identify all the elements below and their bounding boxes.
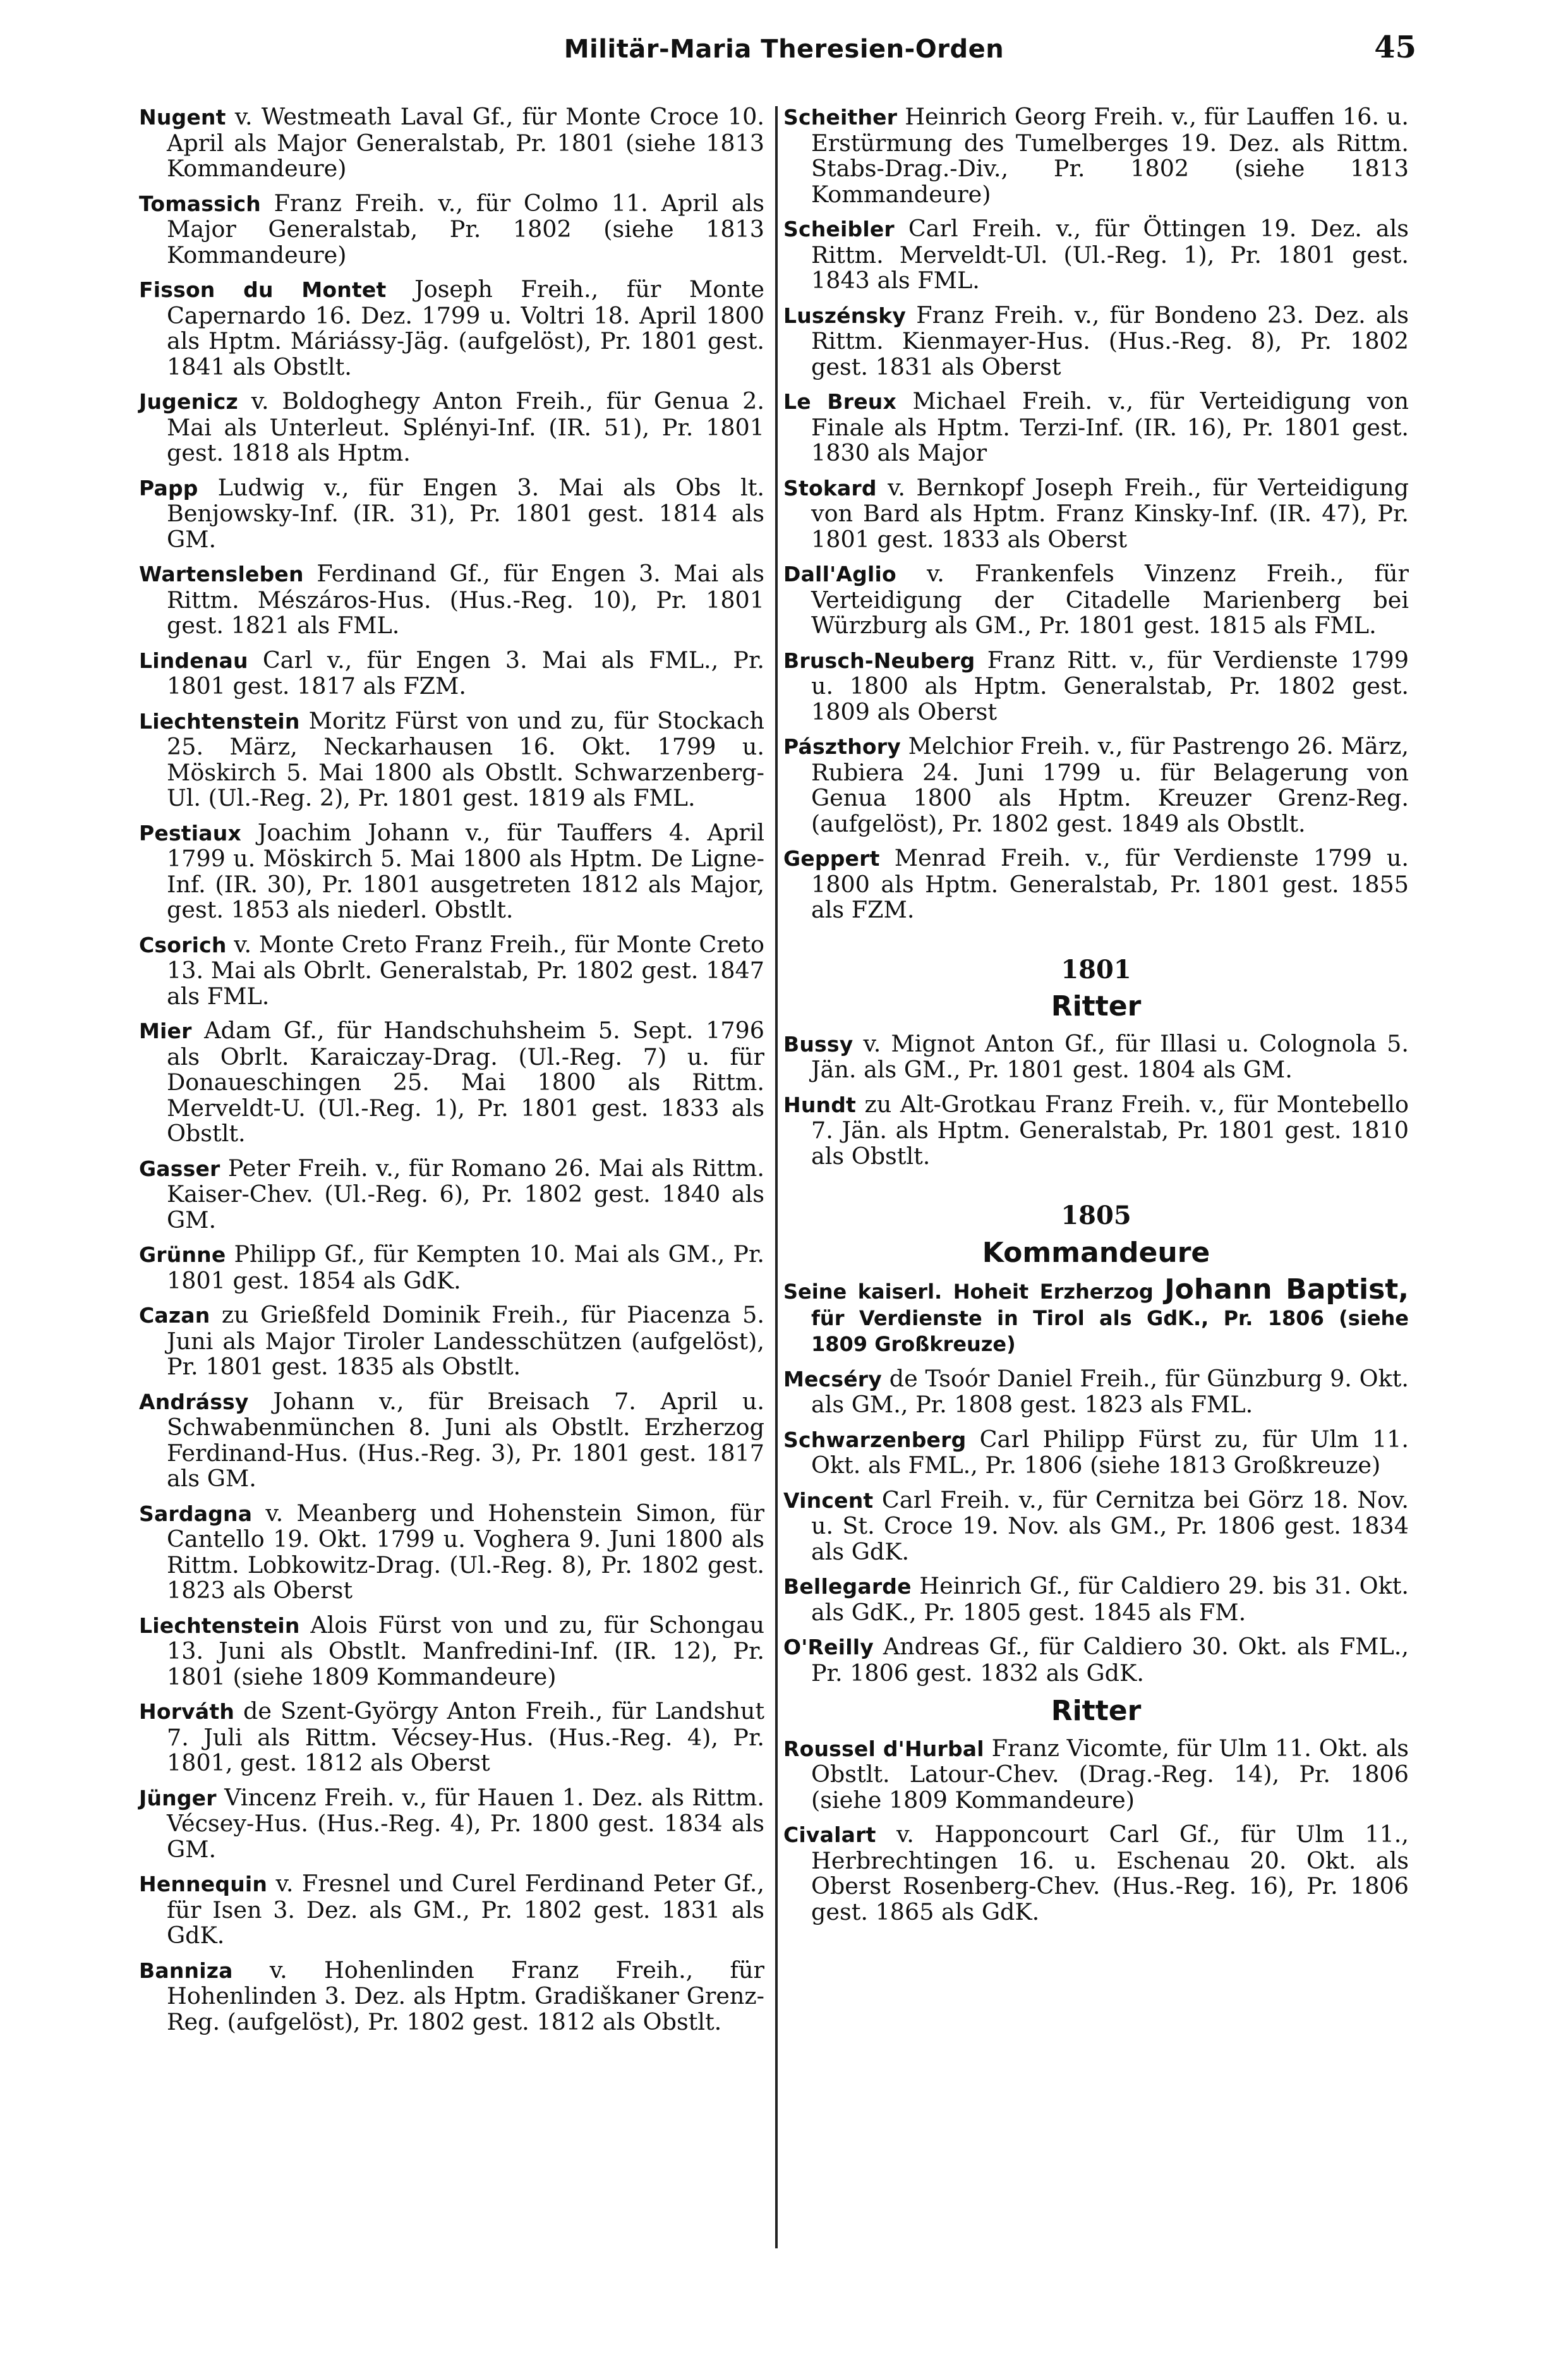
entry-text: zu Alt-Grotkau Franz Freih. v., für Montebello 7. Jän. als Hptm. Generalstab, Pr. 1801 gest. 1810 als Obstlt. bbox=[811, 1090, 1409, 1170]
entry-name: Roussel d'Hurbal bbox=[783, 1736, 984, 1761]
entry-name: Cazan bbox=[139, 1303, 210, 1328]
page-header bbox=[0, 30, 1568, 79]
entry-text: Michael Freih. v., für Verteidigung von Finale als Hptm. Terzi-Inf. (IR. 16), Pr. 1801 gest. 1830 als Major bbox=[811, 387, 1409, 466]
entry-text: v. Meanberg und Hohenstein Simon, für Cantello 19. Okt. 1799 u. Voghera 9. Juni 1800 als Rittm. Lobkowitz-Drag. (Ul.-Reg. 8), Pr. 1802 gest. 1823 als Oberst bbox=[167, 1499, 764, 1604]
entry bbox=[783, 648, 1409, 725]
entry bbox=[783, 734, 1409, 837]
entry bbox=[139, 1242, 764, 1294]
entry bbox=[139, 277, 764, 380]
entry bbox=[783, 1366, 1409, 1418]
running-title: Militär-Maria Theresien-Orden bbox=[564, 35, 1004, 64]
entry-name: Grünne bbox=[139, 1242, 226, 1267]
entry-lead: Seine kaiserl. Hoheit Erzherzog bbox=[783, 1280, 1165, 1304]
entry-text: v. Frankenfels Vinzenz Freih., für Verteidigung der Citadelle Marienberg bei Würzburg als GM., Pr. 1801 gest. 1815 als FML. bbox=[811, 560, 1409, 639]
entry bbox=[139, 820, 764, 923]
entry-text: de Szent-György Anton Freih., für Landshut 7. Juli als Rittm. Vécsey-Hus. (Hus.-Reg. 4), Pr. 1801, gest. 1812 als Oberst bbox=[167, 1697, 764, 1776]
entry-name: Mecséry bbox=[783, 1366, 882, 1391]
entry-name: Hennequin bbox=[139, 1872, 268, 1896]
entry-text: Melchior Freih. v., für Pastrengo 26. März, Rubiera 24. Juni 1799 u. für Belagerung von Genua 1800 als Hptm. Kreuzer Grenz-Reg. (aufgelöst), Pr. 1802 gest. 1849 als Obstlt. bbox=[811, 732, 1409, 837]
entry-text: v. Fresnel und Curel Ferdinand Peter Gf., für Isen 3. Dez. als GM., Pr. 1802 gest. 1831 als GdK. bbox=[167, 1870, 764, 1949]
entry-name: Pászthory bbox=[783, 734, 901, 759]
entry bbox=[139, 1501, 764, 1604]
entry-name: Lindenau bbox=[139, 648, 248, 673]
entry-text: Ludwig v., für Engen 3. Mai als Obs lt. Benjowsky-Inf. (IR. 31), Pr. 1801 gest. 1814 als GM. bbox=[167, 473, 764, 553]
entry bbox=[783, 561, 1409, 639]
entry-text: Philipp Gf., für Kempten 10. Mai als GM., Pr. 1801 gest. 1854 als GdK. bbox=[167, 1240, 764, 1294]
entry-name: Papp bbox=[139, 475, 198, 500]
entries-1805-ritter bbox=[783, 1736, 1409, 1925]
entry-text: Alois Fürst von und zu, für Schongau 13. Juni als Obstlt. Manfredini-Inf. (IR. 12), Pr. 1801 (siehe 1809 Kommandeure) bbox=[167, 1611, 764, 1690]
entry-text: Moritz Fürst von und zu, für Stockach 25. März, Neckarhausen 16. Okt. 1799 u. Möskirch 5. Mai 1800 als Obstlt. Schwarzenberg-Ul. (Ul.-Reg. 2), Pr. 1801 gest. 1819 als FML. bbox=[167, 706, 764, 811]
entry-text: Ferdinand Gf., für Engen 3. Mai als Rittm. Mészáros-Hus. (Hus.-Reg. 10), Pr. 1801 gest. 1821 als FML. bbox=[167, 560, 764, 639]
entry-text: Joseph Freih., für Monte Capernardo 16. Dez. 1799 u. Voltri 18. April 1800 als Hptm. Máriássy-Jäg. (aufgelöst), Pr. 1801 gest. 1841 als Obstlt. bbox=[167, 276, 764, 380]
entry-name: Luszénsky bbox=[783, 303, 907, 328]
entry bbox=[783, 1634, 1409, 1686]
entry-name: Liechtenstein bbox=[139, 1613, 300, 1638]
entry-name: Johann Baptist, bbox=[1164, 1273, 1409, 1306]
entries-1800-continued bbox=[783, 104, 1409, 923]
entry-name: Banniza bbox=[139, 1958, 233, 1983]
year-heading-1805: 1805 bbox=[1061, 1201, 1131, 1230]
entry-text: Heinrich Gf., für Caldiero 29. bis 31. Okt. als GdK., Pr. 1805 gest. 1845 als FM. bbox=[811, 1572, 1409, 1626]
entry-name: Gasser bbox=[139, 1156, 220, 1181]
entry-text: Carl Freih. v., für Öttingen 19. Dez. als Rittm. Merveldt-Ul. (Ul.-Reg. 1), Pr. 1801 gest. 1843 als FML. bbox=[811, 215, 1409, 294]
entry-name: O'Reilly bbox=[783, 1635, 874, 1659]
entry bbox=[783, 1031, 1409, 1083]
entry-text: v. Monte Creto Franz Freih., für Monte Creto 13. Mai als Obrlt. Generalstab, Pr. 1802 gest. 1847 als FML. bbox=[167, 930, 764, 1010]
entry bbox=[139, 475, 764, 553]
entry-text: Franz Freih. v., für Colmo 11. April als Major Generalstab, Pr. 1802 (siehe 1813 Kommandeure) bbox=[167, 189, 764, 269]
entry-text: Peter Freih. v., für Romano 26. Mai als Rittm. Kaiser-Chev. (Ul.-Reg. 6), Pr. 1802 gest. 1840 als GM. bbox=[167, 1154, 764, 1233]
column-divider bbox=[775, 106, 778, 2248]
entry bbox=[783, 104, 1409, 207]
left-column bbox=[139, 104, 764, 2044]
entry bbox=[139, 1018, 764, 1147]
entry bbox=[139, 389, 764, 466]
entry-text: Carl Philipp Fürst zu, für Ulm 11. Okt. als FML., Pr. 1806 (siehe 1813 Großkreuze) bbox=[811, 1425, 1409, 1479]
page-number: 45 bbox=[1374, 30, 1416, 65]
entry-name: Brusch-Neuberg bbox=[783, 648, 975, 673]
entry-name: Sardagna bbox=[139, 1501, 253, 1526]
year-heading-1801: 1801 bbox=[1061, 954, 1131, 985]
entry bbox=[783, 1822, 1409, 1925]
entry-name: Vincent bbox=[783, 1488, 874, 1513]
entry-text: v. Mignot Anton Gf., für Illasi u. Colognola 5. Jän. als GM., Pr. 1801 gest. 1804 als GM. bbox=[811, 1029, 1409, 1083]
entry-name: Geppert bbox=[783, 846, 880, 871]
entry bbox=[783, 1488, 1409, 1565]
entry bbox=[139, 932, 764, 1010]
entry-name: Schwarzenberg bbox=[783, 1427, 967, 1452]
entry-name: Hundt bbox=[783, 1092, 857, 1117]
entry-text: Heinrich Georg Freih. v., für Lauffen 16. u. Erstürmung des Tumelberges 19. Dez. als Rittm. Stabs-Drag.-Div., Pr. 1802 (siehe 1813 Kommandeure) bbox=[811, 103, 1409, 208]
entry-text: Andreas Gf., für Caldiero 30. Okt. als FML., Pr. 1806 gest. 1832 als GdK. bbox=[811, 1633, 1409, 1687]
entry-name: Pestiaux bbox=[139, 820, 241, 846]
entry bbox=[783, 216, 1409, 294]
entry-name: Fisson du Montet bbox=[139, 277, 387, 302]
entry bbox=[783, 389, 1409, 466]
entry-name: Wartensleben bbox=[139, 562, 304, 586]
entry-name: Bussy bbox=[783, 1031, 853, 1057]
entry bbox=[139, 191, 764, 269]
entry-text: v. Bernkopf Joseph Freih., für Verteidigung von Bard als Hptm. Franz Kinsky-Inf. (IR. 47), Pr. 1801 gest. 1833 als Oberst bbox=[811, 473, 1409, 553]
entry-name: Liechtenstein bbox=[139, 708, 300, 734]
entry bbox=[783, 1573, 1409, 1625]
section-heading-ritter-1801: Ritter bbox=[1051, 990, 1142, 1022]
entry-text: v. Happoncourt Carl Gf., für Ulm 11., Herbrechtingen 16. u. Eschenau 20. Okt. als Oberst Rosenberg-Chev. (Hus.-Reg. 16), Pr. 1806 gest. 1865 als GdK. bbox=[811, 1821, 1409, 1925]
entry-text: Carl Freih. v., für Cernitza bei Görz 18. Nov. u. St. Croce 19. Nov. als GM., Pr. 1806 gest. 1834 als GdK. bbox=[811, 1486, 1409, 1565]
entry bbox=[139, 708, 764, 811]
entry bbox=[139, 1958, 764, 2035]
entry-name: Horváth bbox=[139, 1699, 235, 1724]
entry bbox=[783, 1092, 1409, 1170]
entry-name: Stokard bbox=[783, 475, 877, 500]
entry bbox=[783, 1736, 1409, 1814]
entry-name: Bellegarde bbox=[783, 1574, 912, 1599]
entry bbox=[139, 1389, 764, 1492]
entry-erzherzog-johann bbox=[783, 1273, 1409, 1357]
entry bbox=[783, 1427, 1409, 1479]
entry-text: Franz Vicomte, für Ulm 11. Okt. als Obstlt. Latour-Chev. (Drag.-Reg. 14), Pr. 1806 (siehe 1809 Kommandeure) bbox=[811, 1734, 1409, 1814]
entry bbox=[783, 475, 1409, 553]
entry-text: v. Boldoghegy Anton Freih., für Genua 2. Mai als Unterleut. Splényi-Inf. (IR. 51), Pr. 1801 gest. 1818 als Hptm. bbox=[167, 387, 764, 466]
entry-text: Adam Gf., für Handschuhsheim 5. Sept. 1796 als Obrlt. Karaiczay-Drag. (Ul.-Reg. 7) u. für Donaueschingen 25. Mai 1800 als Rittm. Merveldt-U. (Ul.-Reg. 1), Pr. 1801 gest. 1833 als Obstlt. bbox=[167, 1017, 764, 1147]
entry-text: zu Grießfeld Dominik Freih., für Piacenza 5. Juni als Major Tiroler Landesschützen (aufgelöst), Pr. 1801 gest. 1835 als Obstlt. bbox=[167, 1301, 764, 1380]
entry-name: Civalart bbox=[783, 1822, 876, 1847]
entry-text: Franz Freih. v., für Bondeno 23. Dez. als Rittm. Kienmayer-Hus. (Hus.-Reg. 8), Pr. 1802 gest. 1831 als Oberst bbox=[811, 301, 1409, 380]
entry bbox=[139, 1871, 764, 1949]
entry-text: Menrad Freih. v., für Verdienste 1799 u. 1800 als Hptm. Generalstab, Pr. 1801 gest. 1855 als FZM. bbox=[811, 844, 1409, 923]
entry-name: Jugenicz bbox=[139, 389, 238, 414]
entry bbox=[783, 303, 1409, 380]
entry-name: Nugent bbox=[139, 105, 226, 130]
entry-text: Joachim Johann v., für Tauffers 4. April 1799 u. Möskirch 5. Mai 1800 als Hptm. De Ligne-Inf. (IR. 30), Pr. 1801 ausgetreten 1812 als Major, gest. 1853 als niederl. Obstlt. bbox=[167, 818, 764, 923]
section-heading-kommandeure-1805: Kommandeure bbox=[982, 1236, 1210, 1269]
entry-name: Andrássy bbox=[139, 1389, 249, 1414]
entry-text: Johann v., für Breisach 7. April u. Schwabenmünchen 8. Juni als Obstlt. Erzherzog Ferdinand-Hus. (Hus.-Reg. 3), Pr. 1801 gest. 1817 als GM. bbox=[167, 1387, 764, 1492]
entry bbox=[139, 648, 764, 700]
entry bbox=[139, 1156, 764, 1233]
entry-name: Scheibler bbox=[783, 217, 895, 241]
entry bbox=[139, 104, 764, 182]
entry-name: Tomassich bbox=[139, 191, 261, 216]
entry-name: Scheither bbox=[783, 105, 898, 130]
entry bbox=[139, 1302, 764, 1380]
section-heading-ritter-1805: Ritter bbox=[1051, 1695, 1142, 1727]
entry-text: für Verdienste in Tirol als GdK., Pr. 1806 (siehe 1809 Großkreuze) bbox=[811, 1306, 1409, 1356]
entry-name: Csorich bbox=[139, 932, 227, 957]
entry-name: Jünger bbox=[139, 1785, 217, 1810]
entry-text: v. Hohenlinden Franz Freih., für Hohenlinden 3. Dez. als Hptm. Gradiškaner Grenz-Reg. (aufgelöst), Pr. 1802 gest. 1812 als Obstlt. bbox=[167, 1956, 764, 2035]
entries-1801-ritter bbox=[783, 1031, 1409, 1170]
entry bbox=[139, 1785, 764, 1863]
entry bbox=[139, 561, 764, 639]
entry-text: Carl v., für Engen 3. Mai als FML., Pr. 1801 gest. 1817 als FZM. bbox=[167, 646, 764, 700]
entry bbox=[139, 1613, 764, 1690]
entry-text: v. Westmeath Laval Gf., für Monte Croce 10. April als Major Generalstab, Pr. 1801 (siehe 1813 Kommandeure) bbox=[167, 103, 764, 182]
entry-name: Mier bbox=[139, 1019, 192, 1043]
entry bbox=[783, 846, 1409, 923]
entries-1805-kommandeure bbox=[783, 1366, 1409, 1687]
entry-text: de Tsoór Daniel Freih., für Günzburg 9. Okt. als GM., Pr. 1808 gest. 1823 als FML. bbox=[811, 1364, 1409, 1418]
entry-text: Vincenz Freih. v., für Hauen 1. Dez. als Rittm. Vécsey-Hus. (Hus.-Reg. 4), Pr. 1800 gest. 1834 als GM. bbox=[167, 1783, 764, 1863]
right-column bbox=[783, 104, 1409, 1934]
entry-text: Franz Ritt. v., für Verdienste 1799 u. 1800 als Hptm. Generalstab, Pr. 1802 gest. 1809 als Oberst bbox=[811, 646, 1409, 725]
entry-name: Le Breux bbox=[783, 389, 896, 414]
entry-name: Dall'Aglio bbox=[783, 562, 896, 586]
entry bbox=[139, 1699, 764, 1776]
